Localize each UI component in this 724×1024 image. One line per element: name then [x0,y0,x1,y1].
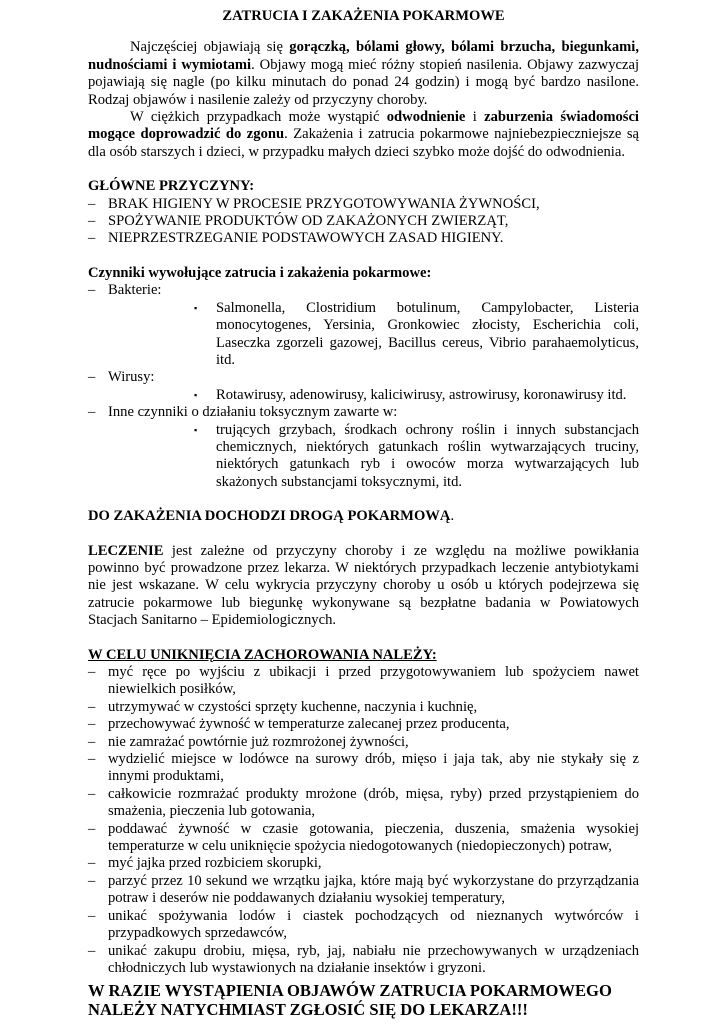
list-item: – unikać zakupu drobiu, mięsa, ryb, jaj, nabiału nie przechowywanych w urządzeniach chłodniczych lub wystawionych na działanie insektów i gryzoni. [88,943,639,978]
list-item: – wydzielić miejsce w lodówce na surowy drób, mięso i jaja tak, aby nie stykały się z innymi produktami, [88,751,639,786]
list-item: – poddawać żywność w czasie gotowania, pieczenia, duszenia, smażenia wysokiej temperaturze w celu uniknięcie spożycia niedogotowanych (niedopieczonych) potraw, [88,821,639,856]
spacer [88,491,639,508]
list-item: – SPOŻYWANIE PRODUKTÓW OD ZAKAŻONYCH ZWIERZĄT, [88,213,639,230]
virus-text: Rotawirusy, adenowirusy, kaliciwirusy, astrowirusy, koronawirusy itd. [216,386,627,403]
list-item: – parzyć przez 10 sekund we wrzątku jajka, które mają być wykorzystane do przyrządzania potraw i deserów nie poddawanych działaniu wysokiej temperatury, [88,873,639,908]
square-bullet-icon: ▪ [194,424,198,435]
bacteria-text: Salmonella, Clostridium botulinum, Campylobacter, Listeria monocytogenes, Yersinia, Gronkowiec złocisty, Escherichia coli, Laseczka zgorzeli gazowej, Bacillus cereus, Vibrio parahaemolyticus, itd. [216,299,639,368]
dehydration-bold: odwodnienie [386,109,466,126]
list-item: – BRAK HIGIENY W PROCESIE PRZYGOTOWYWANIA ŻYWNOŚCI, [88,196,639,213]
spacer [88,526,639,543]
list-item: – utrzymywać w czystości sprzęty kuchenne, naczynia i kuchnię, [88,699,639,716]
bacteria-label: Bakterie: [108,282,162,299]
intro-paragraph-symptoms [88,39,639,109]
list-item: – myć jajka przed rozbiciem skorupki, [88,855,639,872]
list-item: – nie zamrażać powtórnie już rozmrożonej żywności, [88,734,639,751]
prevention-heading: W CELU UNIKNIĘCIA ZACHOROWANIA NALEŻY: [88,646,437,663]
treatment-label: LECZENIE [88,542,164,559]
square-bullet-icon: ▪ [194,389,198,400]
document-title: ZATRUCIA I ZAKAŻENIA POKARMOWE [222,8,505,24]
list-item [194,299,639,370]
route-statement [88,508,639,525]
virus-label: Wirusy: [108,369,155,386]
factors-list [88,282,639,491]
prevention-list [88,664,639,977]
other-sublist [108,422,639,492]
causes-list [88,196,639,248]
document-page [88,8,639,1019]
spacer [88,248,639,265]
factors-heading: Czynniki wywołujące zatrucia i zakażenia pokarmowe: [88,264,432,281]
factor-bacteria [88,282,639,369]
other-text: trujących grzybach, środkach ochrony roślin i innych substancjach chemicznych, niektórych gatunkach roślin wytwarzających truciny, niektórych gatunkach ryb i owoców morza wytwarzających lub skażonych substancjami toksycznymi, itd. [216,421,639,490]
intro-text-2: . Objawy mogą mieć różny stopień nasilenia. Objawy zazwyczaj pojawiają się nagle (po kilku minutach do ponad 24 godzin) i mogą być bardzo nasilone. Rodzaj objawów i nasilenie zależy od przyczyny choroby. [88,56,640,108]
list-item: – przechowywać żywność w temperaturze zalecanej przez producenta, [88,716,639,733]
intro-paragraph-severe [88,109,639,161]
spacer [88,630,639,647]
intro-symptoms-bold: gorączką, bólami głowy, bólami brzucha, biegunkami, nudnościami i wymiotami [88,39,639,73]
final-warning: W RAZIE WYSTĄPIENIA OBJAWÓW ZATRUCIA POKARMOWEGO NALEŻY NATYCHMIAST ZGŁOSIĆ SIĘ DO LEKARZA!!! [88,981,612,1020]
list-item: – unikać spożywania lodów i ciastek pochodzących od nieznanych wytwórców i przypadkowych sprzedawców, [88,908,639,943]
causes-heading: GŁÓWNE PRZYCZYNY: [88,178,255,195]
severe-text-2: i [465,109,485,126]
list-item: – NIEPRZESTRZEGANIE PODSTAWOWYCH ZASAD HIGIENY. [88,230,639,247]
other-label: Inne czynniki o działaniu toksycznym zawarte w: [108,404,398,421]
list-item: – myć ręce po wyjściu z ubikacji i przed przygotowywaniem lub spożyciem nawet niewielkich posiłków, [88,664,639,699]
factor-other [88,404,639,491]
consciousness-bold: zaburzenia świadomości mogące doprowadzić do zgonu [88,109,639,143]
square-bullet-icon: ▪ [194,302,198,313]
spacer [88,161,639,178]
list-item [194,386,639,404]
list-item: – całkowicie rozmrażać produkty mrożone (drób, mięsa, ryby) przed przystąpieniem do smażenia, pieczenia lub gotowania, [88,786,639,821]
bacteria-sublist [108,300,639,370]
severe-text-1: W ciężkich przypadkach może wystąpić [130,109,387,126]
treatment-paragraph [88,543,639,630]
factor-viruses [88,369,639,404]
list-item [194,421,639,492]
virus-sublist [108,387,639,404]
severe-text-3: . Zakażenia i zatrucia pokarmowe najniebezpieczniejsze są dla osób starszych i dzieci, w przypadku małych dzieci szybko może dojść do odwodnienia. [88,126,640,160]
treatment-text: jest zależne od przyczyny choroby i ze względu na możliwe powikłania powinno być prowadzone przez lekarza. W niektórych przypadkach leczenie antybiotykami nie jest wskazane. W celu wykrycia przyczyny choroby u osób u których podejrzewa się zatrucie pokarmowe lub biegunkę wykonywane są bezpłatne badania w Powiatowych Stacjach Sanitarno – Epidemiologicznych. [88,542,639,629]
route-dot: . [450,508,455,525]
intro-text-1: Najczęściej objawiają się [130,39,290,56]
route-bold: DO ZAKAŻENIA DOCHODZI DROGĄ POKARMOWĄ [88,508,451,525]
